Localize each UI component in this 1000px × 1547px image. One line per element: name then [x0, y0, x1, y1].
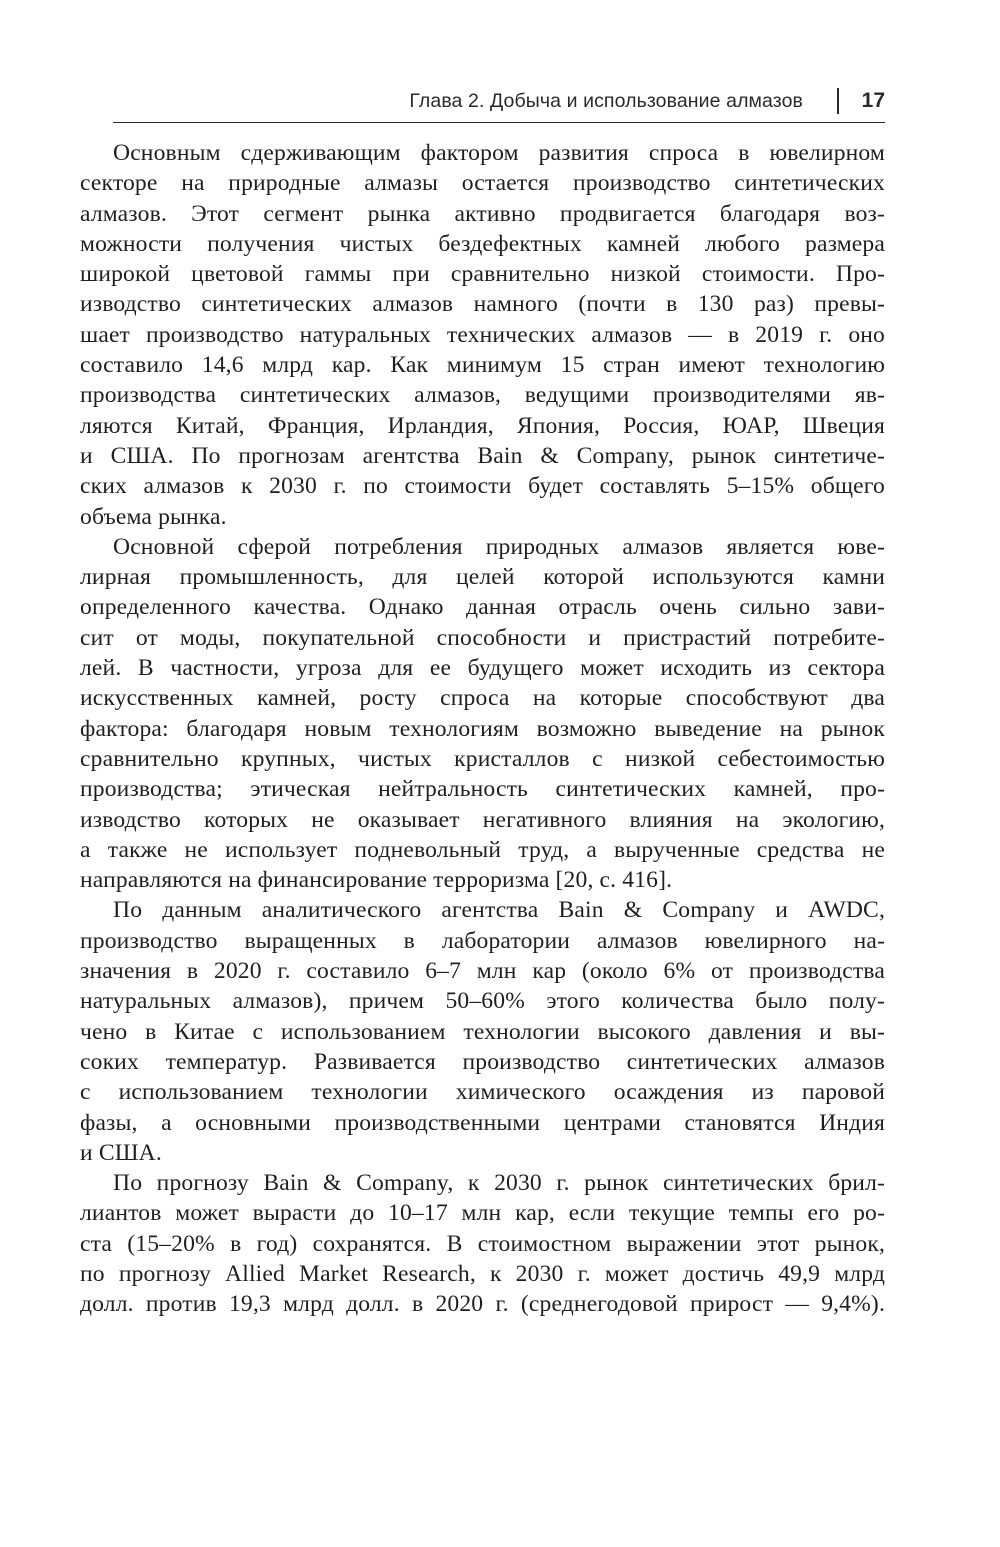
text-line: ляются Китай, Франция, Ирландия, Япония, Россия, ЮАР, Швеция [80, 412, 885, 439]
text-line: производства; этическая нейтральность синтетических камней, про- [80, 776, 885, 803]
text-line: искусственных камней, росту спроса на которые способствуют два [80, 685, 885, 712]
text-line: и США. [80, 1139, 162, 1166]
text-line: и США. По прогнозам агентства Bain & Company, рынок синтетиче- [80, 442, 885, 469]
text-line: можности получения чистых бездефектных камней любого размера [80, 230, 885, 257]
text-line: алмазов. Этот сегмент рынка активно продвигается благодаря воз- [80, 200, 885, 227]
text-line: направляются на финансирование терроризма [20, с. 416]. [80, 867, 673, 894]
text-line: широкой цветовой гаммы при сравнительно низкой стоимости. Про- [80, 261, 885, 288]
paragraph-4 [80, 1168, 885, 1319]
text-line: сравнительно крупных, чистых кристаллов с низкой себестоимостью [80, 745, 885, 772]
text-line: с использованием технологии химического осаждения из паровой [80, 1079, 885, 1106]
text-line: секторе на природные алмазы остается производство синтетических [80, 170, 885, 197]
paragraph-1 [80, 138, 885, 532]
text-line: сит от моды, покупательной способности и пристрастий потребите- [80, 624, 885, 651]
text-line: натуральных алмазов), причем 50–60% этого количества было полу- [80, 988, 885, 1015]
text-line: По данным аналитического агентства Bain & Company и AWDC, [113, 897, 885, 924]
text-line: определенного качества. Однако данная отрасль очень сильно зави- [80, 594, 885, 621]
text-line: по прогнозу Allied Market Research, к 2030 г. может достичь 49,9 млрд [80, 1260, 885, 1287]
text-line: Основным сдерживающим фактором развития спроса в ювелирном [113, 140, 885, 166]
text-line: Основной сферой потребления природных алмазов является юве- [113, 533, 885, 560]
text-line: фазы, а основными производственными центрами становятся Индия [80, 1109, 885, 1136]
running-head [113, 82, 885, 123]
text-line: изводство синтетических алмазов намного (почти в 130 раз) превы- [80, 291, 885, 318]
header-separator [837, 88, 839, 114]
text-line: По прогнозу Bain & Company, к 2030 г. рынок синтетических брил- [113, 1170, 885, 1197]
text-line: долл. против 19,3 млрд долл. в 2020 г. (среднегодовой прирост — 9,4%). [80, 1291, 885, 1318]
text-line: производство выращенных в лаборатории алмазов ювелирного на- [80, 927, 885, 954]
text-line: шает производство натуральных технических алмазов — в 2019 г. оно [80, 321, 885, 348]
text-line: составило 14,6 млрд кар. Как минимум 15 стран имеют технологию [80, 352, 885, 379]
text-line: объема рынка. [80, 503, 227, 530]
text-line: ских алмазов к 2030 г. по стоимости будет составлять 5–15% общего [80, 473, 885, 500]
paragraph-2 [80, 532, 885, 896]
page-number: 17 [861, 89, 885, 112]
text-line: лиантов может вырасти до 10–17 млн кар, если текущие темпы его ро- [80, 1200, 885, 1227]
text-line: производства синтетических алмазов, ведущими производителями яв- [80, 382, 885, 409]
text-line: лирная промышленность, для целей которой используются камни [80, 564, 885, 591]
text-line: лей. В частности, угроза для ее будущего может исходить из сектора [80, 655, 885, 682]
text-line: чено в Китае с использованием технологии высокого давления и вы- [80, 1018, 885, 1045]
text-line: а также не использует подневольный труд, а вырученные средства не [80, 836, 885, 863]
text-line: ста (15–20% в год) сохранятся. В стоимостном выражении этот рынок, [80, 1230, 885, 1257]
text-line: изводство которых не оказывает негативного влияния на экологию, [80, 806, 885, 833]
text-line: соких температур. Развивается производство синтетических алмазов [80, 1048, 885, 1075]
text-line: значения в 2020 г. составило 6–7 млн кар (около 6% от производства [80, 958, 885, 985]
text-line: фактора: благодаря новым технологиям возможно выведение на рынок [80, 715, 885, 742]
chapter-title: Глава 2. Добыча и использование алмазов [409, 90, 803, 112]
body-text [80, 138, 885, 1320]
paragraph-3 [80, 895, 885, 1168]
